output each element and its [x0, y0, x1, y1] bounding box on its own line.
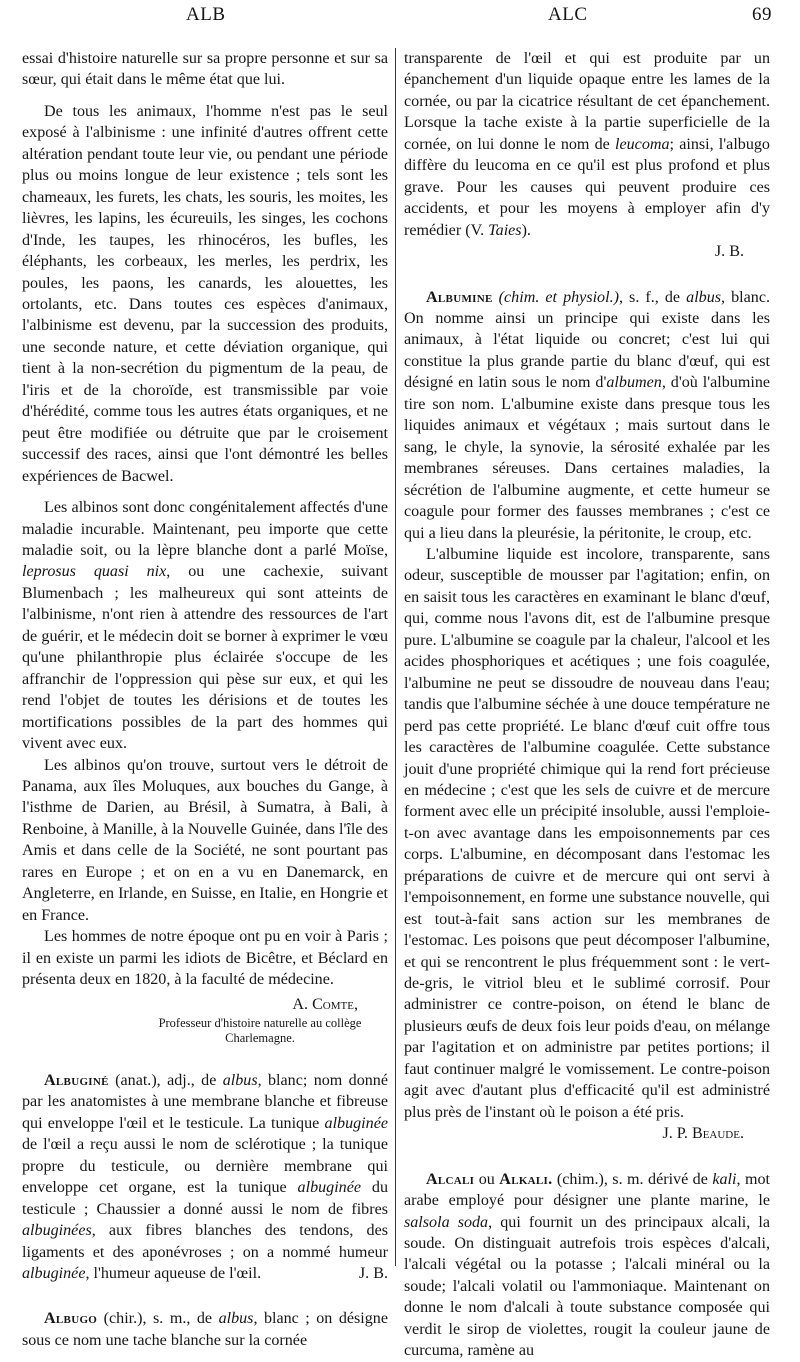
entry-signature: J. B.	[714, 243, 744, 261]
entry-albugo: Albugo (chir.), s. m., de albus, blanc ; on désigne sous ce nom une tache blanche sur la cornée	[22, 1310, 389, 1349]
paragraph: Les hommes de notre époque ont pu en voir à Paris ; il en existe un parmi les idiots de Bicêtre, et Béclard en présenta deux en 1820, à la faculté de médecine.	[22, 928, 388, 989]
author-signature: A. Comte,	[292, 996, 358, 1014]
headword: Albuginé	[44, 1071, 109, 1089]
paragraph: L'albumine liquide est incolore, transparente, sans odeur, susceptible de mousser par l'agitation; enfin, on en saisit tous les caractères en examinant le blanc d'œuf, qui, comme nous l'avons dit, est de l'albumine presque pure. L'albumine se coagule par la chaleur, l'alcool et les acides phosphoriques et acétiques ; une fois coagulée, l'albumine ne peut se dissoudre de nouveau dans l'eau; tandis que l'albumine séchée à une douce température ne perd pas cette propriété. Le blanc d'œuf cuit offre tous les caractères de l'albumine coagulée. Cette substance jouit d'une propriété chimique qui la rend fort précieuse en médecine ; c'est que les sels de cuivre et de mercure forment avec elle un précipité insoluble, aussi l'emploie-t-on avec avantage dans les empoisonnements par ces corps. L'albumine, en décomposant dans l'estomac les préparations de cuivre et de mercure qui ont servi à l'empoisonnement, en forme une substance nouvelle, qui est tout-à-fait sans action sur les membranes de l'estomac. Les poisons que peut décomposer l'albumine, et qui se rencontrent le plus fréquemment sont : le vert-de-gris, le vitriol bleu et le sublimé corrosif. Pour administrer ce contre-poison, on étend le blanc de plusieurs œufs de deux fois leur poids d'eau, on mélange par l'agitation et on administre par petites portions; il faut continuer malgré le vomissement. Le contre-poison agit avec d'autant plus d'efficacité qu'il est administré plus près de l'instant où le poison a été pris.	[404, 545, 770, 1121]
author-affiliation: Professeur d'histoire naturelle au collège	[158, 1015, 362, 1030]
page-number: 69	[752, 4, 772, 25]
headword: Albumine	[426, 288, 493, 306]
paragraph: Les albinos qu'on trouve, surtout vers le détroit de Panama, aux îles Moluques, aux bouches du Gange, à l'isthme de Darien, au Brésil, à Sumatra, à Bali, à Renboine, à Manille, à la Nouvelle Guinée, dans l'île des Amis et dans celle de la Société, ne sont pourtant pas rares en Europe ; et on en a vu en Danemarck, en Angleterre, en Irlande, en Suisse, en Italie, en Hongrie et en France.	[22, 756, 388, 924]
entry-alcali: Alcali ou Alkali. (chim.), s. m. dérivé de kali, mot arabe employé pour désigner une plante marine, le salsola soda, qui fournit un des principaux alcali, la soude. On distinguait autrefois trois espèces d'alcali, l'alcali végétal ou la potasse ; l'alcali minéral ou la soude; l'alcali volatil ou l'ammoniaque. Maintenant on donne le nom d'alcali à toute substance composée qui verdit le sirop de violettes, rougit la couleur jaune de curcuma, ramène au	[404, 1170, 770, 1360]
left-column	[22, 48, 388, 1351]
paragraph: De tous les animaux, l'homme n'est pas le seul exposé à l'albinisme : une infinité d'autres offrent cette altération pendant toute leur vie, ou pendant une période plus ou moins longue de leur existence ; tels sont les chameaux, les furets, les chats, les souris, les moites, les lièvres, les lapins, les écureuils, les singes, les cochons d'Inde, les taupes, les rhinocéros, les bufles, les éléphants, les corbeaux, les merles, les perdrix, les poules, les paons, les canards, les alouettes, les ortolants, etc. Dans toutes ces espèces d'animaux, l'albinisme est devenu, par la succession des produits, une seconde nature, et cette déviation organique, qui tient à la non-secrétion du pigmentum de la peau, de l'iris et de la choroïde, est transmissible par voie d'hérédité, comme tous les autres états organiques, et ne peut être modifiée ou détruite que par le croisement successif des races, ainsi que l'ont démontré les belles expériences de Bacwel.	[22, 102, 388, 485]
paragraph: essai d'histoire naturelle sur sa propre personne et sur sa sœur, qui était dans le même état que lui.	[22, 50, 388, 89]
running-head-center: ALC	[548, 4, 588, 25]
right-column	[404, 48, 770, 1362]
entry-signature: J. B.	[358, 1265, 388, 1283]
headword: Albugo	[44, 1310, 98, 1328]
latin-phrase: leprosus quasi nix	[22, 563, 167, 581]
entry-albumine: Albumine (chim. et physiol.), s. f., de albus, blanc. On nomme ainsi un principe qui existe dans les animaux, à l'état liquide ou concret; c'est lui qui constitue la plus grande partie du blanc d'œuf, qui est désigné en latin sous le nom d'albumen, d'où l'albumine tire son nom. L'albumine existe dans presque tous les liquides animaux et végétaux ; mais surtout dans le sang, le chyle, la synovie, la sérosité exhalée par les membranes séreuses. Dans certaines maladies, la sécrétion de l'albumine augmente, et cette humeur se coagule pour former des fausses membranes ; c'est ce qui a lieu dans la pleurésie, la péritonite, le croup, etc.	[404, 288, 771, 542]
headword: Alcali	[426, 1170, 475, 1188]
entry-albugine: Albuginé (anat.), adj., de albus, blanc; nom donné par les anatomistes à une membrane blanche et fibreuse qui enveloppe l'œil et le testicule. La tunique albuginée de l'œil a reçu aussi le nom de sclérotique ; la tunique propre du testicule, ou dernière membrane qui enveloppe cet organe, est la tunique albuginée du testicule ; Chaussier a donné aussi le nom de fibres albuginées, aux fibres blanches des tendons, des ligaments et des aponévroses ; on a nommé humeur albuginée, l'humeur aqueuse de l'œil. J. B.	[22, 1070, 388, 1285]
author-signature: J. P. Beaude.	[662, 1125, 744, 1143]
paragraph: transparente de l'œil et qui est produite par un épanchement d'un liquide opaque entre les lames de la cornée, ou par la cicatrice résultant de cet épanchement. Lorsque la tache existe à la partie superficielle de la cornée, on lui donne le nom de leucoma; ainsi, l'albugo diffère du leucoma en ce qu'il est plus profond et plus grave. Pour les causes qui peuvent produire ces accidents, et pour les moyens à employer afin d'y remédier (V. Taies).	[404, 50, 770, 239]
paragraph: Les albinos sont donc congénitalement affectés d'une maladie incurable. Maintenant, peu importe que cette maladie soit, ou la lèpre blanche dont a parlé Moïse, leprosus quasi nix, ou une cachexie, suivant Blumenbach ; les malheureux qui sont atteints de l'albinisme, n'ont rien à attendre des ressources de l'art de guérir, et le médecin doit se borner à exprimer le vœu qu'une philanthropie plus éclairée s'occupe de les affranchir de l'oppression qui pèse sur eux, et qui les rend l'objet de toutes les dérisions et de toutes les mortifications possibles de la part des hommes qui vivent avec eux.	[22, 499, 389, 753]
running-head-left: ALB	[186, 4, 226, 25]
headword-variant: Alkali.	[499, 1170, 553, 1188]
author-affiliation-2: Charlemagne.	[225, 1030, 295, 1045]
column-divider	[395, 48, 396, 1266]
